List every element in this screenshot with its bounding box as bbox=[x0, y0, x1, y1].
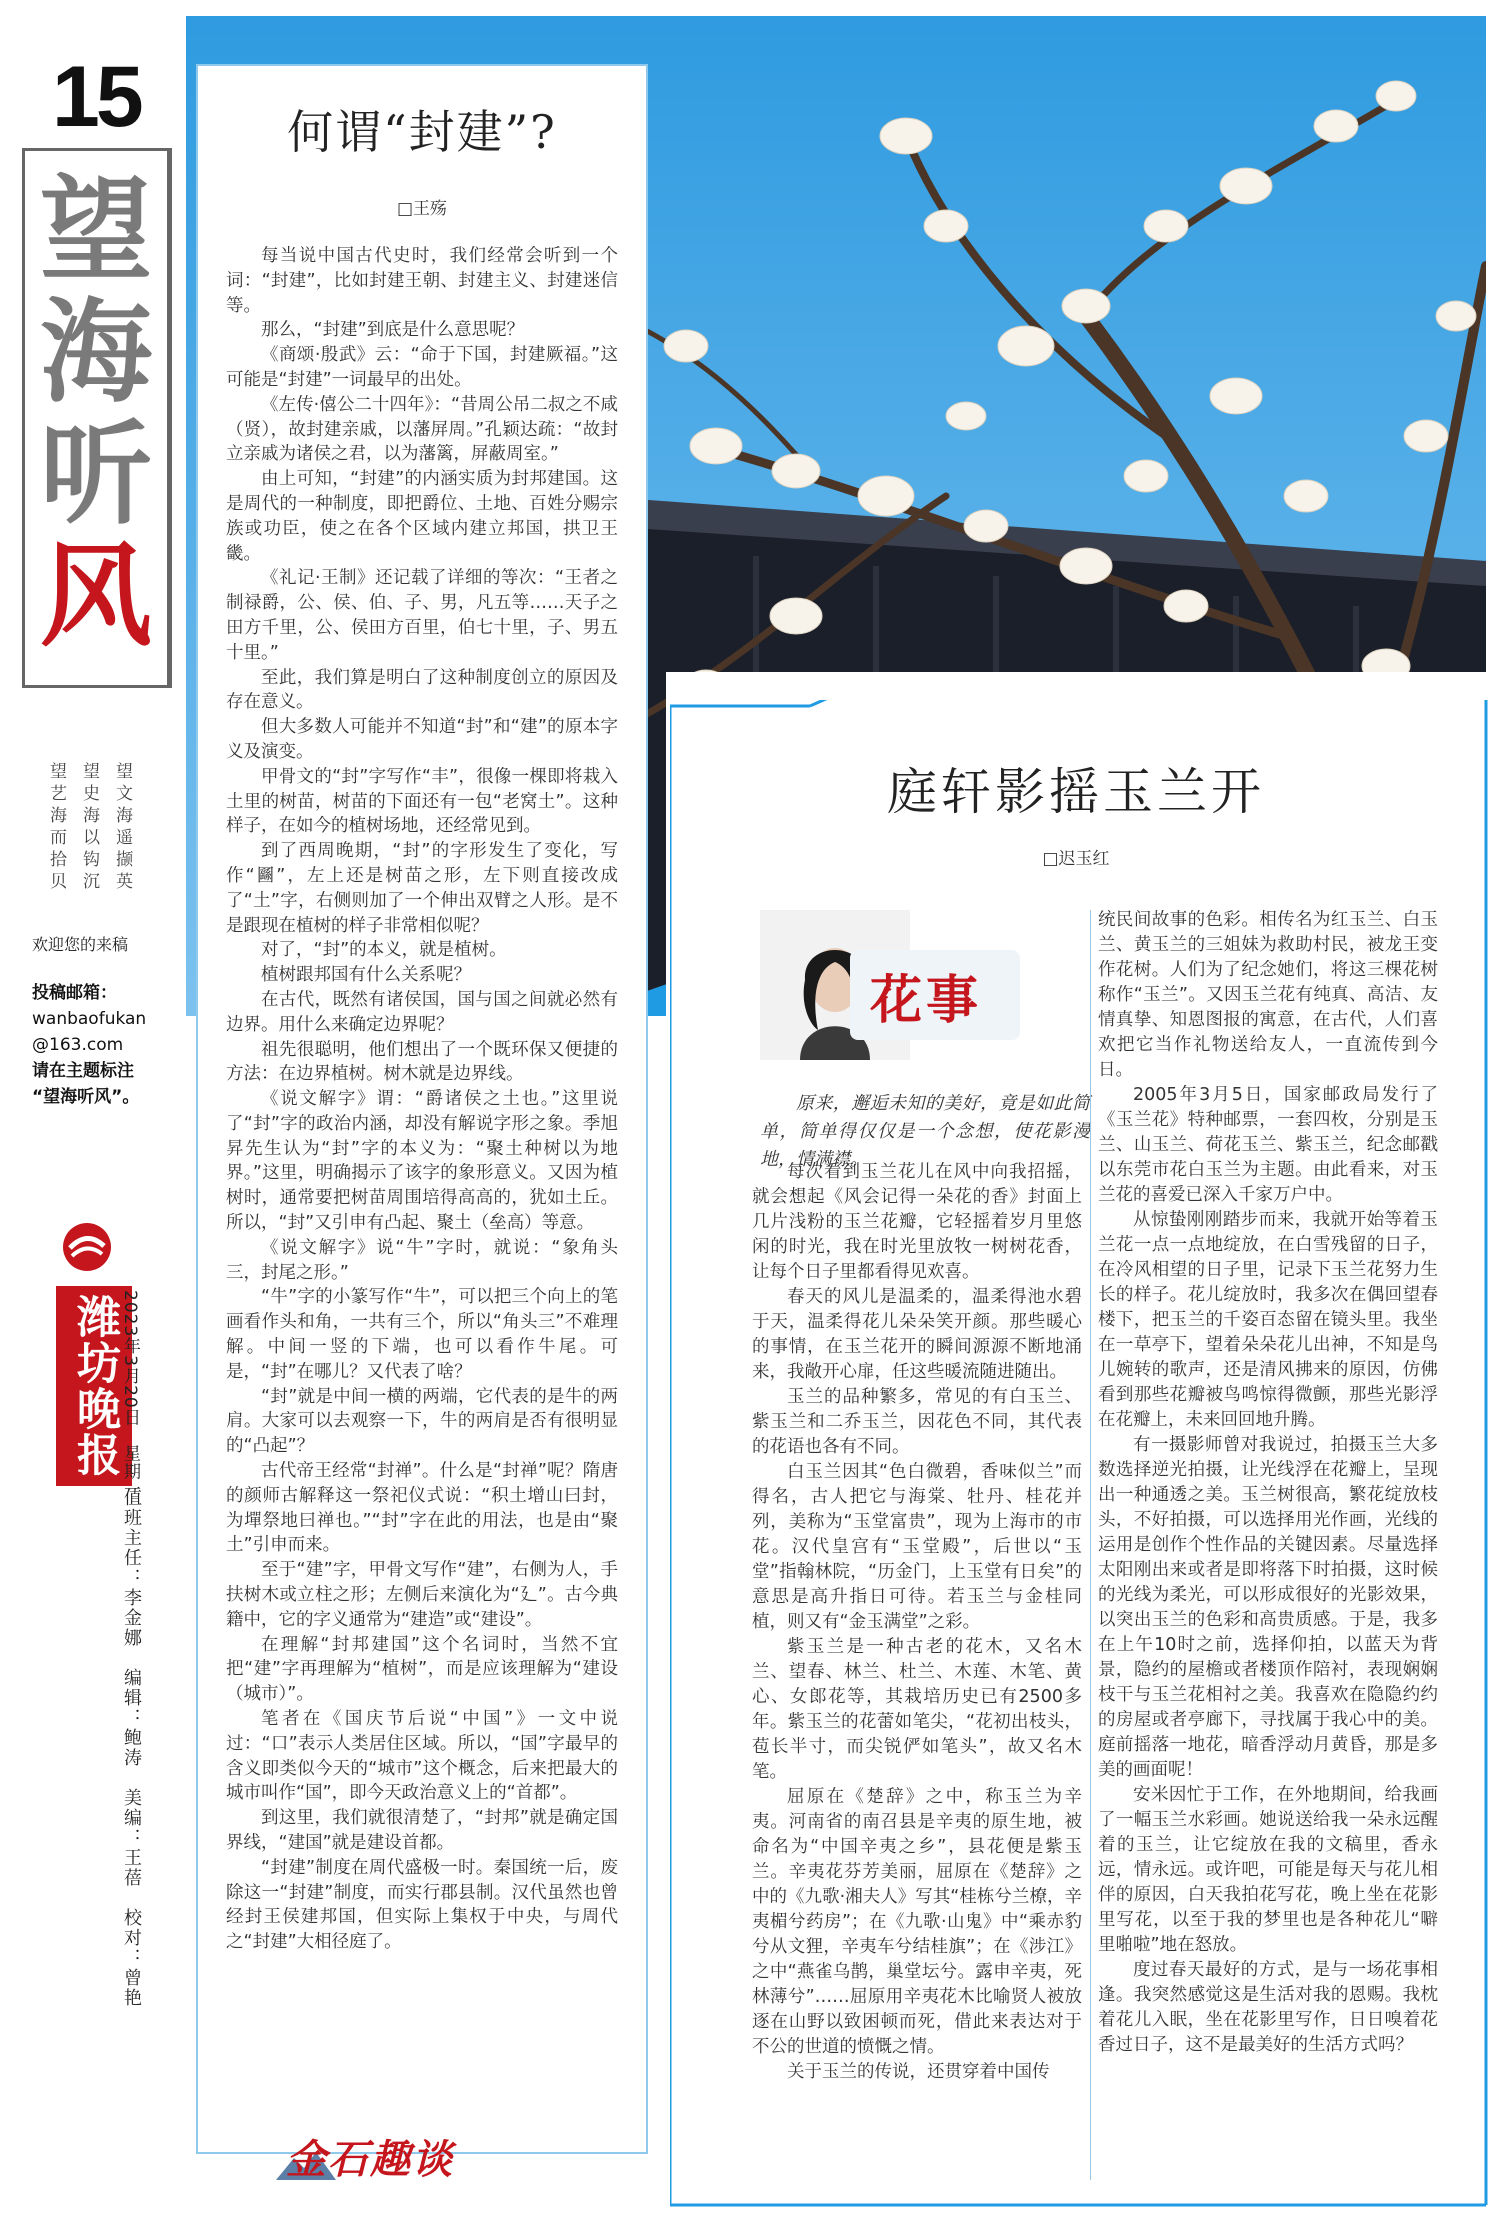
article2-paragraph: 屈原在《楚辞》之中，称玉兰为辛夷。河南省的南召县是辛夷的原生地，被命名为“中国辛夷之乡”，县花便是紫玉兰。辛夷花芬芳美丽，屈原在《楚辞》之中的《九歌·湘夫人》写其“桂栋兮兰橑，辛夷楣兮药房”；在《九歌·山鬼》中“乘赤豹兮从文狸，辛夷车兮结桂旗”；在《涉江》之中“燕雀乌鹊，巢堂坛兮。露申辛夷，死林薄兮”……屈原用辛夷花木比喻贤人被放逐在山野以致困顿而死，借此来表达对于不公的世道的愤慨之情。 bbox=[752, 1787, 1082, 2057]
motto-line: 望艺海而拾贝 bbox=[46, 762, 66, 894]
column-title bbox=[40, 165, 152, 662]
article1-paragraph: “牛”字的小篆写作“牛”，可以把三个向上的笔画看作头和角，一共有三个，所以“角头三”不难理解。中间一竖的下端，也可以看作牛尾。可是，“封”在哪儿？又代表了啥？ bbox=[226, 1287, 618, 1382]
article1-paragraph: 但大多数人可能并不知道“封”和“建”的原本字义及演变。 bbox=[226, 717, 618, 762]
article2-paragraph: 每次看到玉兰花儿在风中向我招摇，就会想起《风会记得一朵花的香》封面上几片浅粉的玉兰花瓣，它轻摇着岁月里悠闲的时光，我在时光里放牧一树树花香，让每个日子里都看得见欢喜。 bbox=[752, 1162, 1082, 1282]
article2-paragraph: 统民间故事的色彩。相传名为红玉兰、白玉兰、黄玉兰的三姐妹为救助村民，被龙王变作花树。人们为了纪念她们，将这三棵花树称作“玉兰”。又因玉兰花有纯真、高洁、友情真挚、知恩图报的寓意，在古代，人们喜欢把它当作礼物送给友人，一直流传到今日。 bbox=[1098, 910, 1438, 1080]
article1-paragraph: 由上可知，“封建”的内涵实质为封邦建国。这是周代的一种制度，即把爵位、土地、百姓分赐宗族或功臣，使之在各个区域内建立邦国，拱卫王畿。 bbox=[226, 469, 618, 564]
article1-paragraph: 祖先很聪明，他们想出了一个既环保又便捷的方法：在边界植树。树木就是边界线。 bbox=[226, 1039, 618, 1085]
page-number: 15 bbox=[52, 49, 140, 145]
article1-paragraph: 《商颂·殷武》云：“命于下国，封建厥福。”这可能是“封建”一词最早的出处。 bbox=[226, 345, 618, 390]
contact-label: 投稿邮箱： bbox=[32, 983, 117, 1003]
column-title-char: 望 bbox=[40, 165, 152, 296]
article2-paragraph: 安米因忙于工作，在外地期间，给我画了一幅玉兰水彩画。她说送给我一朵永远醒着的玉兰，让它绽放在我的文稿里，香永远，情永远。或许吧，可能是每天与花儿相伴的原因，白天我拍花写花，晚上坐在花影里写花，以至于我的梦里也是各种花儿“噼里啪啦”地在怒放。 bbox=[1098, 1785, 1438, 1955]
article1-paragraph: 《说文解字》说“牛”字时，就说：“象角头三，封尾之形。” bbox=[226, 1237, 618, 1283]
article2-paragraph: 关于玉兰的传说，还贯穿着中国传 bbox=[787, 2062, 1050, 2082]
article1-paragraph: 对了，“封”的本义，就是植树。 bbox=[261, 940, 507, 961]
article2-paragraph: 从惊蛰刚刚踏步而来，我就开始等着玉兰花一点一点地绽放，在白雪残留的日子，在冷风相望的日子里，记录下玉兰花努力生长的样子。花儿绽放时，我多次在偶回望春楼下，把玉兰的千姿百态留在镜头里。我坐在一草亭下，望着朵朵花儿出神，不知是鸟儿婉转的歌声，还是清风拂来的原因，仿佛看到那些花瓣被鸟鸣惊得微颤，那些光影浮在花瓣上，未来回回地升腾。 bbox=[1098, 1210, 1438, 1430]
column-title-char: 海 bbox=[40, 287, 152, 418]
article1-paragraph: 每当说中国古代史时，我们经常会听到一个词：“封建”，比如封建王朝、封建主义、封建迷信等。 bbox=[226, 246, 618, 316]
article1-paragraph: 至于“建”字，甲骨文写作“建”，右侧为人，手扶树木或立柱之形；左侧后来演化为“廴”。古今典籍中，它的字义通常为“建造”或“建设”。 bbox=[226, 1560, 618, 1630]
staff-credits: 值班主任：李金娜 编辑：鲍涛 美编：王蓓 校对：曾艳 bbox=[121, 1488, 142, 2008]
email-line-1[interactable]: wanbaofukan bbox=[32, 1009, 147, 1029]
article2-paragraph: 玉兰的品种繁多，常见的有白玉兰、紫玉兰和二乔玉兰，因花色不同，其代表的花语也各有不同。 bbox=[752, 1387, 1082, 1457]
article1-body bbox=[226, 244, 618, 1955]
newspaper-logo-icon bbox=[60, 1220, 114, 1274]
article1-paragraph: 《说文解字》谓：“爵诸侯之土也。”这里说了“封”字的政治内涵，却没有解说字形之象。季旭昇先生认为“封”字的本义为：“聚土种树以为地界。”这里，明确揭示了该字的象形意义。又因为植树时，通常要把树苗周围培得高高的，犹如土丘。所以，“封”又引申有凸起、聚土（垒高）等意。 bbox=[226, 1089, 618, 1234]
email-line-2[interactable]: @163.com bbox=[32, 1035, 124, 1055]
article1-paragraph: 到了西周晚期，“封”的字形发生了变化，写作“㘥”，左上还是树苗之形，左下则直接改成了“土”字，右侧则加了一个伸出双臂之人形。是不是跟现在植树的样子非常相似呢？ bbox=[226, 841, 618, 936]
article2-title: 庭轩影摇玉兰开 bbox=[887, 763, 1265, 821]
motto-line: 望文海遥撷英 bbox=[112, 762, 132, 894]
column-title-char: 风 bbox=[40, 531, 152, 662]
article1-paragraph: 在古代，既然有诸侯国，国与国之间就必然有边界。用什么来确定边界呢？ bbox=[226, 989, 618, 1035]
submission-info bbox=[32, 980, 172, 1110]
article1-paragraph: 植树跟邦国有什么关系呢？ bbox=[261, 965, 471, 986]
article1-paragraph: 笔者在《国庆节后说“中国”》一文中说过：“口”表示人类居住区域。所以，“国”字最早的含义即类似今天的“城市”这个概念，后来把最大的城市叫作“国”，即今天政治意义上的“首都”。 bbox=[226, 1709, 618, 1804]
article1-paragraph: “封”就是中间一横的两端，它代表的是牛的两肩。大家可以去观察一下，牛的两肩是否有很明显的“凸起”？ bbox=[226, 1386, 618, 1457]
article2-paragraph: 度过春天最好的方式，是与一场花事相逢。我突然感觉这是生活对我的恩赐。我枕着花儿入眠，坐在花影里写作，日日嗅着花香过日子，这不是最美好的生活方式吗？ bbox=[1098, 1960, 1438, 2055]
motto-line: 望史海以钩沉 bbox=[79, 762, 99, 894]
article1-paragraph: 《左传·僖公二十四年》：“昔周公吊二叔之不咸（贤），故封建亲戚，以藩屏周。”孔颖达疏：“故封立亲戚为诸侯之君，以为藩篱，屏蔽周室。” bbox=[226, 394, 618, 465]
column-divider bbox=[1090, 910, 1091, 2180]
article2-paragraph: 春天的风儿是温柔的，温柔得池水碧于天，温柔得花儿朵朵笑开颜。那些暖心的事情，在玉兰花开的瞬间源源不断地涌来，我敞开心扉，任这些暖流随进随出。 bbox=[752, 1287, 1082, 1382]
article2-paragraph: 紫玉兰是一种古老的花木，又名木兰、望春、林兰、杜兰、木莲、木笔、黄心、女郎花等，其栽培历史已有2500多年。紫玉兰的花蕾如笔尖，“花初出枝头，苞长半寸，而尖锐俨如笔头”，故又名木笔。 bbox=[752, 1637, 1082, 1782]
article1-paragraph: 甲骨文的“封”字写作“丰”，很像一棵即将栽入土里的树苗，树苗的下面还有一包“老窝土”。这种样子，在如今的植树场地，还经常见到。 bbox=[226, 766, 618, 837]
newspaper-brand: 潍坊晚报 bbox=[56, 1286, 132, 1486]
column-logo-jinshi: 金石趣谈 bbox=[286, 2136, 454, 2183]
issue-date: 2023年3月20日 星期一 bbox=[120, 1290, 140, 1499]
column-title-char: 听 bbox=[40, 409, 152, 540]
article2-column-2 bbox=[1098, 908, 1438, 2058]
article1-paragraph: 古代帝王经常“封禅”。什么是“封禅”呢？隋唐的颜师古解释这一祭祀仪式说：“积土增山曰封，为墠祭地曰禅也。”“封”字在此的用法，也是由“聚土”引申而来。 bbox=[226, 1461, 618, 1556]
article1-paragraph: 至此，我们算是明白了这种制度创立的原因及存在意义。 bbox=[226, 667, 618, 713]
article2-paragraph: 白玉兰因其“色白微碧，香味似兰”而得名，古人把它与海棠、牡丹、桂花并列，美称为“玉堂富贵”，现为上海市的市花。汉代皇宫有“玉堂殿”，后世以“玉堂”指翰林院，“历金门，上玉堂有日矣”的意思是高升指日可待。若玉兰与金桂同植，则又有“金玉满堂”之彩。 bbox=[752, 1462, 1082, 1632]
article2-paragraph: 有一摄影师曾对我说过，拍摄玉兰大多数选择逆光拍摄，让光线浮在花瓣上，呈现出一种通透之美。玉兰树很高，繁花绽放枝头，不好拍摄，可以选择用光作画，光线的运用是创作个性作品的关键因素。尽量选择太阳刚出来或者是即将落下时拍摄，这时候的光线为柔光，可以形成很好的光影效果，以突出玉兰的色彩和高贵质感。于是，我多在上午10时之前，选择仰拍，以蓝天为背景，隐约的屋檐或者楼顶作陪衬，表现娴娴枝干与玉兰花相衬之美。我喜欢在隐隐约约的房屋或者亭廊下，寻找属于我心中的美。庭前摇落一地花，暗香浮动月黄昏，那是多美的画面呢！ bbox=[1098, 1435, 1438, 1780]
article1-paragraph: “封建”制度在周代盛极一时。秦国统一后，废除这一“封建”制度，而实行郡县制。汉代虽然也曾经封王侯建邦国，但实际上集权于中央，与周代之“封建”大相径庭了。 bbox=[226, 1857, 618, 1953]
article1-paragraph: 那么，“封建”到底是什么意思呢？ bbox=[261, 320, 525, 341]
welcome-text: 欢迎您的来稿 bbox=[32, 935, 129, 954]
instruction-text: 请在主题标注 bbox=[32, 1061, 134, 1081]
instruction-quote: “望海听风”。 bbox=[32, 1087, 140, 1107]
article1-paragraph: 到这里，我们就很清楚了，“封邦”就是确定国界线，“建国”就是建设首都。 bbox=[226, 1808, 618, 1853]
article2-paragraph: 2005年3月5日，国家邮政局发行了《玉兰花》特种邮票，一套四枚，分别是玉兰、山玉兰、荷花玉兰、紫玉兰，纪念邮戳以东莞市花白玉兰为主题。由此看来，对玉兰花的喜爱已深入千家万户中。 bbox=[1098, 1085, 1438, 1205]
article2-column-1 bbox=[752, 1160, 1082, 2085]
column-motto bbox=[44, 762, 135, 894]
article1-author: □王殇 bbox=[396, 199, 448, 219]
column-badge: 花事 bbox=[870, 970, 983, 1031]
article1-paragraph: 《礼记·王制》还记载了详细的等次：“王者之制禄爵，公、侯、伯、子、男，凡五等……天子之田方千里，公、侯田方百里，伯七十里，子、男五十里。” bbox=[226, 568, 618, 663]
article1-title: 何谓“封建”? bbox=[287, 105, 557, 159]
article1-paragraph: 在理解“封邦建国”这个名词时，当然不宜把“建”字再理解为“植树”，而是应该理解为“建设（城市）”。 bbox=[226, 1634, 618, 1705]
article2-lead: 原来，邂逅未知的美好，竟是如此简单，简单得仅仅是一个念想，使花影漫地，情满襟。 bbox=[760, 1093, 1090, 1170]
article2-author: □迟玉红 bbox=[1042, 849, 1110, 869]
